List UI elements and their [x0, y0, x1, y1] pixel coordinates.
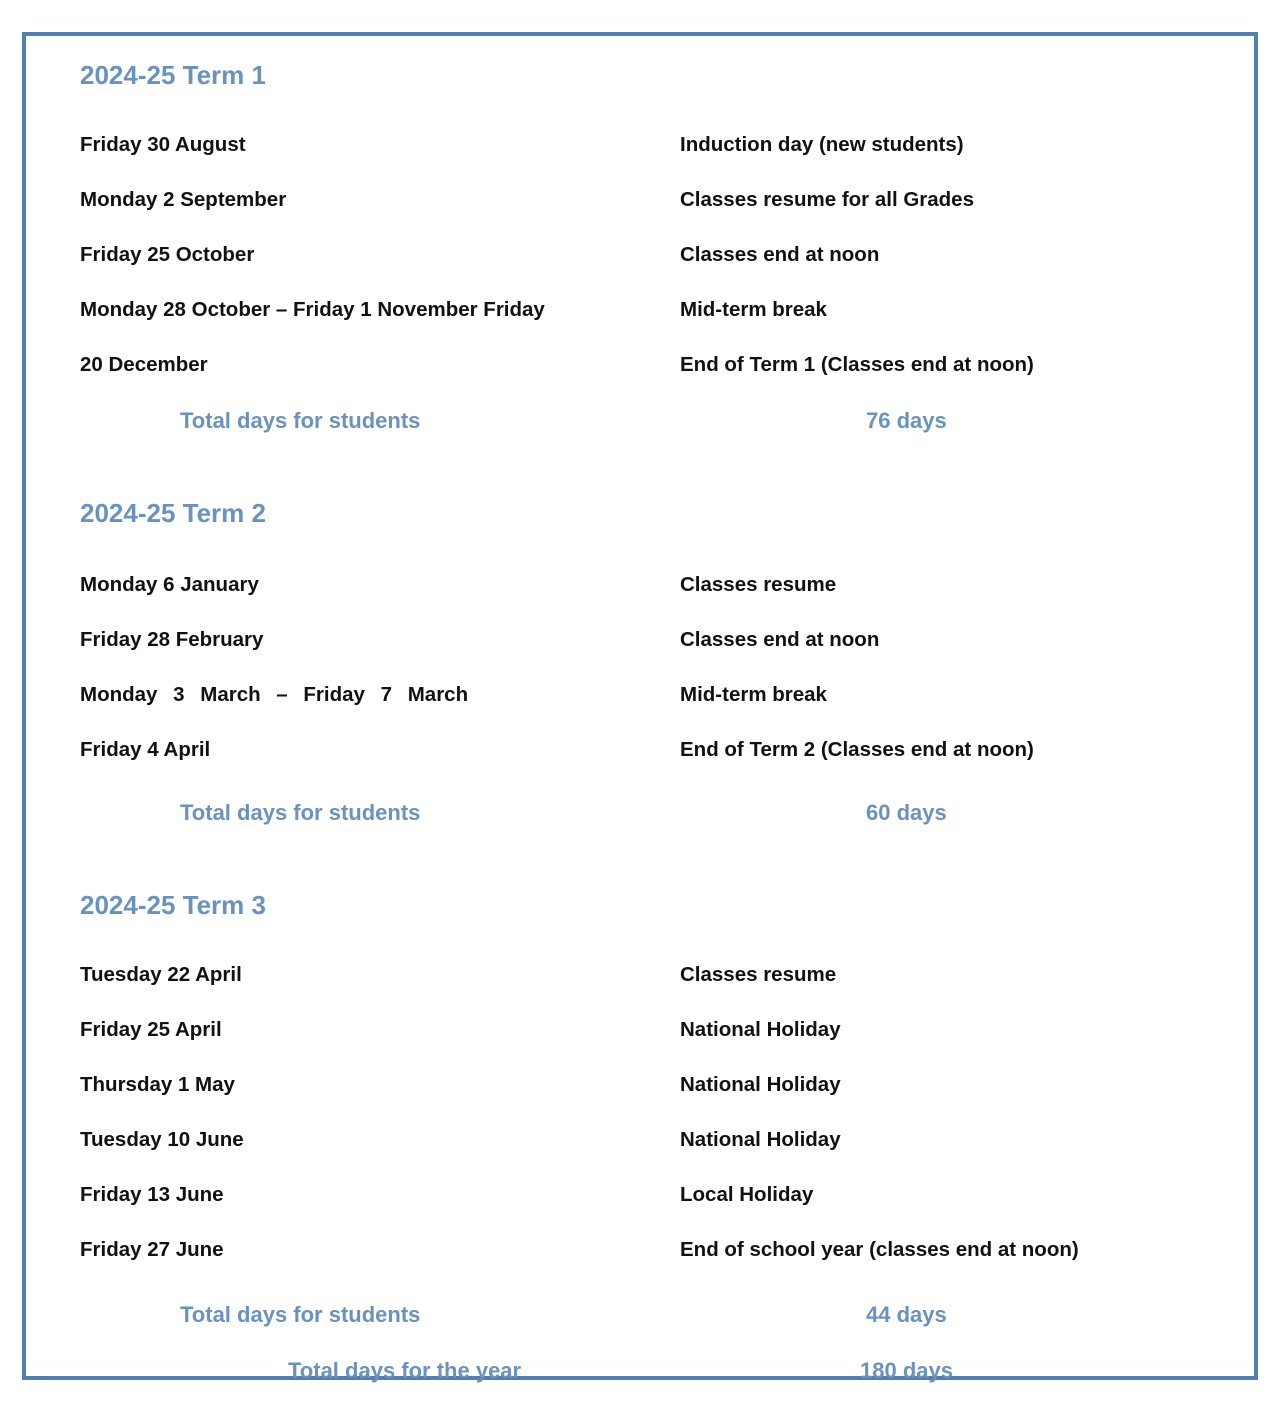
- term-block-1: [26, 60, 1262, 433]
- date-cell: Friday 25 October: [80, 243, 255, 266]
- date-cell: Friday 25 April: [80, 1018, 222, 1041]
- total-days-label: Total days for students: [180, 800, 421, 825]
- date-cell: Thursday 1 May: [80, 1073, 235, 1096]
- term-date-row: [26, 242, 1262, 268]
- date-cell: Tuesday 22 April: [80, 963, 242, 986]
- description-cell: Classes end at noon: [680, 243, 880, 266]
- description-cell: Mid-term break: [680, 298, 827, 321]
- term-date-row: [26, 1182, 1262, 1208]
- term-date-row: [26, 1072, 1262, 1098]
- term-total-row: [26, 1302, 1262, 1328]
- term-date-row: [26, 627, 1262, 653]
- date-cell: Friday 27 June: [80, 1238, 224, 1261]
- description-cell: Local Holiday: [680, 1183, 814, 1206]
- description-cell: Mid-term break: [680, 683, 827, 706]
- term-date-row: [26, 352, 1262, 378]
- description-cell: End of school year (classes end at noon): [680, 1238, 1079, 1261]
- description-cell: Classes end at noon: [680, 628, 880, 651]
- term-date-row: [26, 132, 1262, 158]
- total-days-value: 44 days: [866, 1302, 947, 1327]
- term-date-row: [26, 962, 1262, 988]
- term-date-row: [26, 1127, 1262, 1153]
- date-cell: Friday 28 February: [80, 628, 264, 651]
- term-date-row: [26, 1237, 1262, 1263]
- total-days-label: Total days for students: [180, 1302, 421, 1327]
- description-cell: Induction day (new students): [680, 133, 964, 156]
- term-block-3: [26, 890, 1262, 1327]
- term-total-row: [26, 408, 1262, 434]
- term-heading: 2024-25 Term 3: [80, 890, 266, 920]
- date-cell: Monday 28 October – Friday 1 November Friday: [80, 298, 545, 321]
- date-cell: Friday 4 April: [80, 738, 211, 761]
- description-cell: End of Term 2 (Classes end at noon): [680, 738, 1034, 761]
- description-cell: National Holiday: [680, 1128, 841, 1151]
- date-cell: Friday 13 June: [80, 1183, 224, 1206]
- date-cell: Monday 6 January: [80, 573, 259, 596]
- total-days-value: 76 days: [866, 408, 947, 433]
- date-cell: 20 December: [80, 353, 208, 376]
- description-cell: Classes resume: [680, 573, 837, 596]
- term-heading: 2024-25 Term 2: [80, 498, 266, 528]
- year-total-row: [26, 1358, 1262, 1384]
- term-date-row: [26, 187, 1262, 213]
- date-cell: Friday 30 August: [80, 133, 246, 156]
- description-cell: End of Term 1 (Classes end at noon): [680, 353, 1034, 376]
- date-cell: Monday 3 March – Friday 7 March: [80, 683, 469, 706]
- term-date-row: [26, 572, 1262, 598]
- year-total-label: Total days for the year: [288, 1358, 522, 1383]
- term-heading: 2024-25 Term 1: [80, 60, 266, 90]
- term-date-row: [26, 737, 1262, 763]
- date-cell: Monday 2 September: [80, 188, 287, 211]
- term-total-row: [26, 800, 1262, 826]
- year-total-value: 180 days: [860, 1358, 953, 1383]
- description-cell: National Holiday: [680, 1018, 841, 1041]
- term-block-2: [26, 498, 1262, 825]
- description-cell: Classes resume: [680, 963, 837, 986]
- bordered-content-frame: [22, 32, 1258, 1383]
- term-date-row: [26, 297, 1262, 323]
- term-date-row: [26, 1017, 1262, 1043]
- date-cell: Tuesday 10 June: [80, 1128, 244, 1151]
- term-date-row: [26, 682, 1262, 708]
- total-days-label: Total days for students: [180, 408, 421, 433]
- description-cell: Classes resume for all Grades: [680, 188, 974, 211]
- total-days-value: 60 days: [866, 800, 947, 825]
- description-cell: National Holiday: [680, 1073, 841, 1096]
